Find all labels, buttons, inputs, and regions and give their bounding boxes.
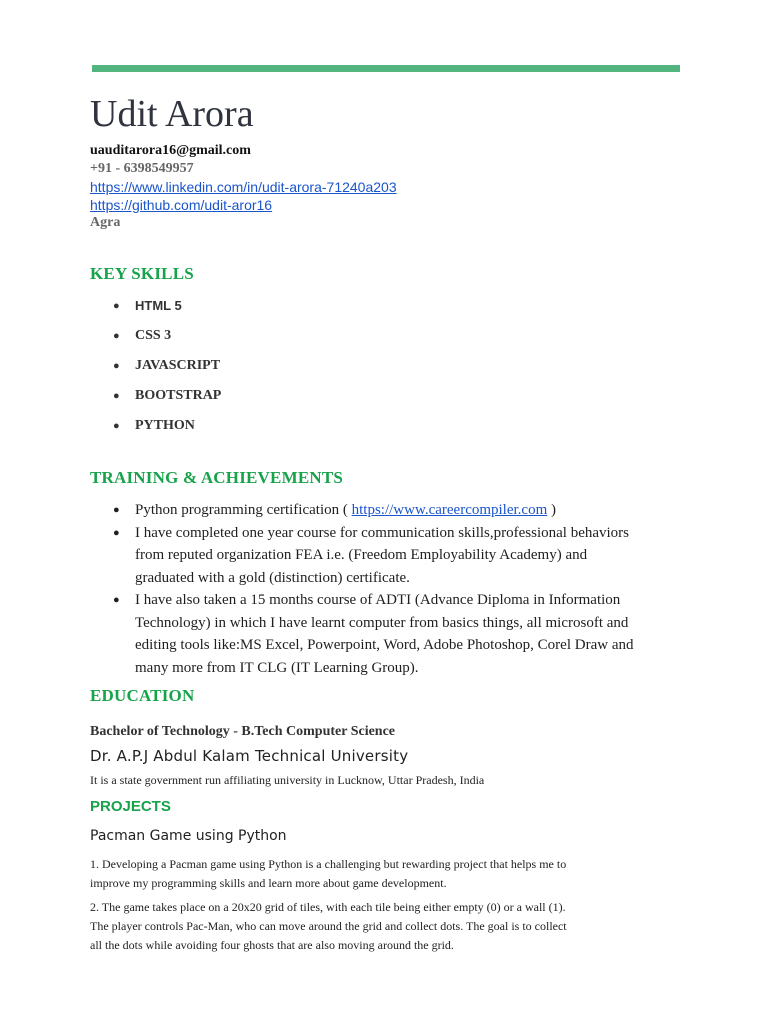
linkedin-link[interactable]: https://www.linkedin.com/in/udit-arora-71240a203 xyxy=(90,179,397,195)
project-paragraph: 2. The game takes place on a 20x20 grid of tiles, with each tile being either empty (0) or a wall (1). The player controls Pac-Man, who can move around the grid and collect dots. The goal is to collect all the dots while avoiding four ghosts that are also moving around the grid. xyxy=(90,900,567,952)
resume-name: Udit Arora xyxy=(90,93,254,135)
careercompiler-link[interactable]: https://www.careercompiler.com xyxy=(351,502,548,518)
skill-item xyxy=(113,328,221,358)
training-item-text xyxy=(135,499,556,522)
skill-label: PYTHON xyxy=(135,418,195,433)
education-heading: EDUCATION xyxy=(90,686,195,705)
education-description: It is a state government run affiliating university in Lucknow, Uttar Pradesh, India xyxy=(90,773,485,787)
education-university: Dr. A.P.J Abdul Kalam Technical University xyxy=(90,747,409,765)
projects-heading: PROJECTS xyxy=(90,798,171,815)
training-item xyxy=(113,522,643,590)
skill-label: BOOTSTRAP xyxy=(135,388,222,403)
contact-block xyxy=(90,142,397,232)
bullet-icon: ● xyxy=(113,300,120,312)
bullet-icon: ● xyxy=(113,526,120,539)
training-item1-prefix: Python programming certification ( xyxy=(135,502,352,518)
skill-label: HTML 5 xyxy=(135,298,182,313)
header-accent-bar xyxy=(92,65,680,72)
bullet-icon: ● xyxy=(113,594,120,606)
skill-item xyxy=(113,358,221,388)
github-link[interactable]: https://github.com/udit-aror16 xyxy=(90,197,273,213)
city-text: Agra xyxy=(90,215,121,230)
skill-label: JAVASCRIPT xyxy=(135,358,221,373)
bullet-icon: ● xyxy=(113,504,120,516)
key-skills-heading: KEY SKILLS xyxy=(90,264,194,283)
phone-text: +91 - 6398549957 xyxy=(90,161,194,176)
education-degree: Bachelor of Technology - B.Tech Computer Science xyxy=(90,724,396,739)
email-text: uauditarora16@gmail.com xyxy=(90,143,251,158)
skill-item xyxy=(113,418,221,448)
training-item-text: I have completed one year course for communication skills,professional behaviors from reputed organization FEA i.e. (Freedom Employability Academy) and graduated with a gold (distinction) certificate. xyxy=(135,524,630,586)
project-title: Pacman Game using Python xyxy=(90,828,287,844)
skill-label: CSS 3 xyxy=(135,328,172,343)
skill-item xyxy=(113,298,221,328)
bullet-icon: ● xyxy=(113,420,120,432)
training-item xyxy=(113,499,643,522)
skill-item xyxy=(113,388,221,418)
training-item xyxy=(113,589,643,679)
training-item1-suffix: ) xyxy=(547,502,557,518)
bullet-icon: ● xyxy=(113,390,120,402)
training-heading: TRAINING & ACHIEVEMENTS xyxy=(90,468,344,487)
training-item-text: I have also taken a 15 months course of ADTI (Advance Diploma in Information Technology) in which I have learnt computer from basics things, all microsoft and editing tools like:MS Excel, Powerpoint, Word, Adobe Photoshop, Corel Draw and many more from IT CLG (IT Learning Group). xyxy=(135,592,634,676)
bullet-icon: ● xyxy=(113,360,120,372)
skills-list xyxy=(113,298,221,448)
training-list xyxy=(113,499,643,679)
project-paragraph: 1. Developing a Pacman game using Python is a challenging but rewarding project that helps me to improve my programming skills and learn more about game development. xyxy=(90,857,567,890)
bullet-icon: ● xyxy=(113,330,120,342)
